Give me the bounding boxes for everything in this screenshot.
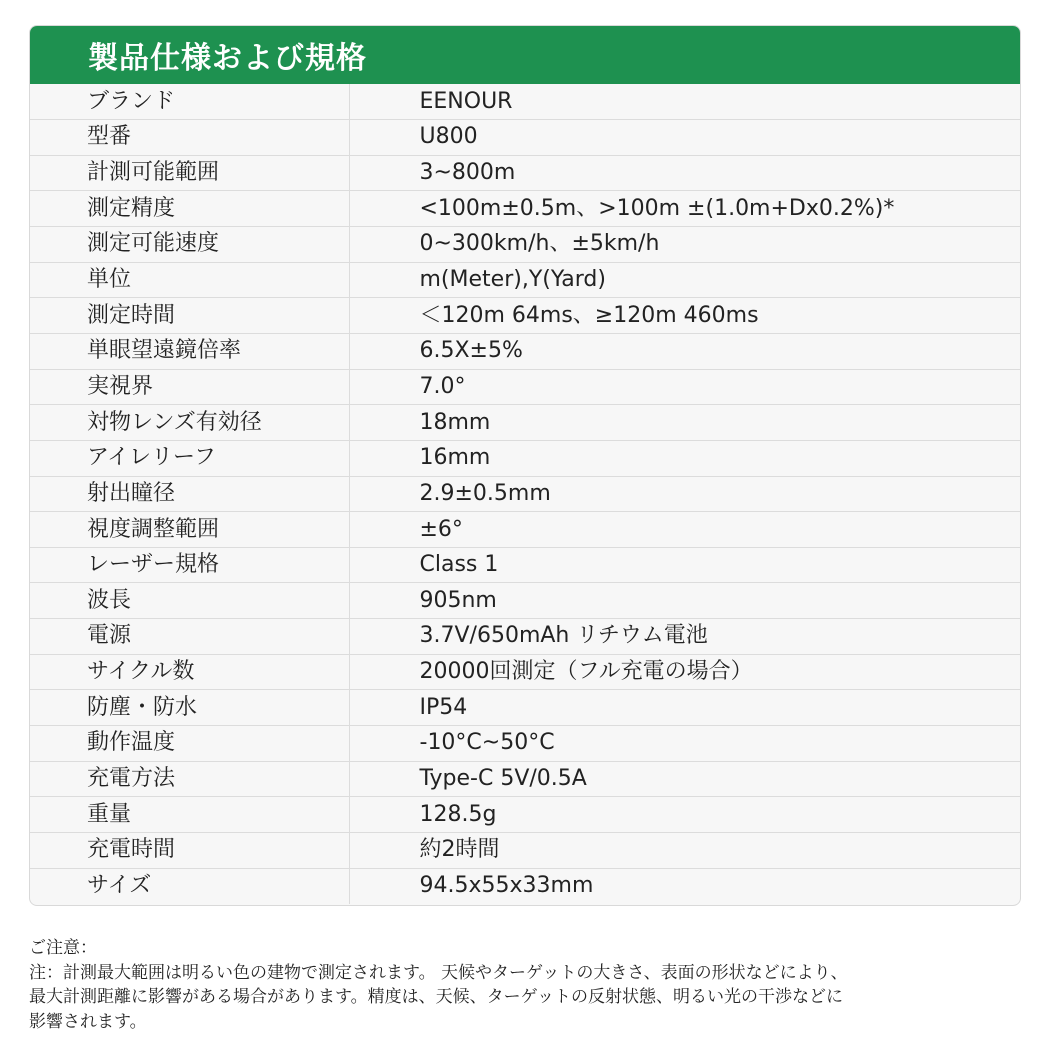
spec-value: 128.5g: [349, 797, 1020, 833]
spec-value: Type-C 5V/0.5A: [349, 761, 1020, 797]
spec-label: 測定精度: [30, 191, 349, 227]
spec-label: サイクル数: [30, 654, 349, 690]
spec-label: 計測可能範囲: [30, 155, 349, 191]
spec-row: [30, 84, 1020, 120]
spec-value: 7.0°: [349, 369, 1020, 405]
notes-heading: ご注意：: [29, 938, 97, 958]
spec-row: [30, 583, 1020, 619]
notes-line: 注：計測最大範囲は明るい色の建物で測定されます。 天候やターゲットの大きさ、表面の形状などにより、: [29, 962, 848, 983]
spec-value: 3.7V/650mAh リチウム電池: [349, 619, 1020, 655]
spec-row: [30, 333, 1020, 369]
spec-label: 対物レンズ有効径: [30, 405, 349, 441]
spec-value: -10°C~50°C: [349, 726, 1020, 762]
spec-label: 単位: [30, 262, 349, 298]
notes-line: 影響されます。: [29, 1011, 147, 1032]
spec-row: [30, 868, 1020, 904]
spec-value: EENOUR: [349, 84, 1020, 120]
spec-value: IP54: [349, 690, 1020, 726]
spec-label: 防塵・防水: [30, 690, 349, 726]
spec-value: Class 1: [349, 547, 1020, 583]
spec-label: 射出瞳径: [30, 476, 349, 512]
spec-header-bar: [30, 26, 1020, 84]
spec-label: レーザー規格: [30, 547, 349, 583]
spec-table-body: [30, 84, 1020, 904]
notes-line: 最大計測距離に影響がある場合があります。精度は、天候、ターゲットの反射状態、明るい光の干渉などに: [29, 987, 843, 1007]
spec-label: 型番: [30, 120, 349, 156]
spec-label: 動作温度: [30, 726, 349, 762]
spec-row: [30, 619, 1020, 655]
spec-table-card: [29, 25, 1021, 906]
spec-row: [30, 440, 1020, 476]
spec-label: 単眼望遠鏡倍率: [30, 333, 349, 369]
spec-table: [30, 84, 1020, 904]
spec-row: [30, 547, 1020, 583]
spec-value: <100m±0.5m、>100m ±(1.0m+Dx0.2%)*: [349, 191, 1020, 227]
spec-label: アイレリーフ: [30, 440, 349, 476]
spec-row: [30, 120, 1020, 156]
spec-row: [30, 654, 1020, 690]
spec-value: 3~800m: [349, 155, 1020, 191]
spec-label: 波長: [30, 583, 349, 619]
spec-row: [30, 512, 1020, 548]
spec-row: [30, 832, 1020, 868]
spec-value: 2.9±0.5mm: [349, 476, 1020, 512]
spec-label: 実視界: [30, 369, 349, 405]
spec-row: [30, 298, 1020, 334]
spec-value: 16mm: [349, 440, 1020, 476]
notes-section: [29, 936, 1019, 1034]
spec-row: [30, 405, 1020, 441]
spec-label: ブランド: [30, 84, 349, 120]
spec-row: [30, 191, 1020, 227]
spec-label: 視度調整範囲: [30, 512, 349, 548]
spec-row: [30, 690, 1020, 726]
spec-value: 0~300km/h、±5km/h: [349, 227, 1020, 263]
spec-value: 905nm: [349, 583, 1020, 619]
spec-value: U800: [349, 120, 1020, 156]
spec-row: [30, 227, 1020, 263]
spec-value: 20000回測定（フル充電の場合）: [349, 654, 1020, 690]
spec-label: 電源: [30, 619, 349, 655]
spec-value: ±6°: [349, 512, 1020, 548]
spec-label: 測定可能速度: [30, 227, 349, 263]
spec-row: [30, 797, 1020, 833]
spec-row: [30, 155, 1020, 191]
spec-label: 測定時間: [30, 298, 349, 334]
spec-row: [30, 262, 1020, 298]
spec-value: 約2時間: [349, 832, 1020, 868]
spec-title: 製品仕様および規格: [88, 41, 367, 76]
spec-value: 94.5x55x33mm: [419, 873, 594, 899]
spec-value: 18mm: [349, 405, 1020, 441]
spec-row: [30, 761, 1020, 797]
spec-value: 6.5X±5%: [349, 333, 1020, 369]
spec-row: [30, 369, 1020, 405]
spec-label: 充電時間: [30, 832, 349, 868]
spec-row: [30, 726, 1020, 762]
spec-label: 重量: [30, 797, 349, 833]
spec-row: [30, 476, 1020, 512]
spec-label: サイズ: [30, 868, 349, 904]
spec-value: m(Meter),Y(Yard): [349, 262, 1020, 298]
spec-label: 充電方法: [30, 761, 349, 797]
spec-value: ＜120m 64ms、≥120m 460ms: [349, 298, 1020, 334]
